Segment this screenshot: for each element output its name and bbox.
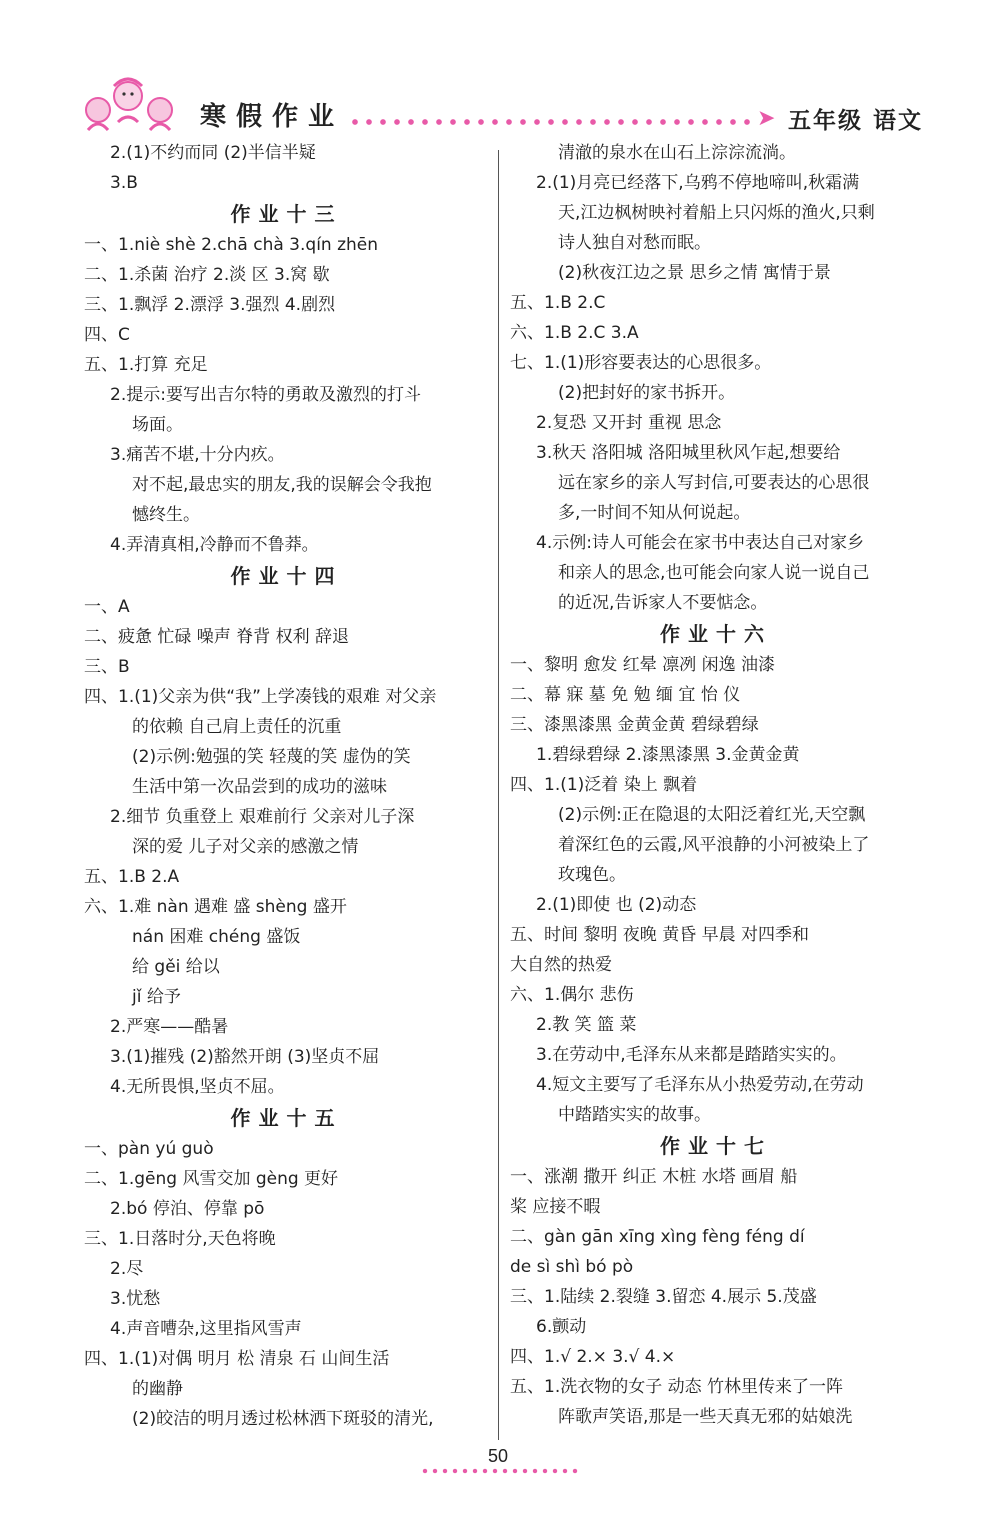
answer-line: 玫瑰色。 xyxy=(558,865,626,885)
right-answer-column xyxy=(510,138,922,1432)
answer-line: nán 困难 chéng 盛饭 xyxy=(132,927,301,947)
answer-line: 一、黎明 愈发 红晕 凛冽 闲逸 油漆 xyxy=(510,655,776,675)
answer-line: 的幽静 xyxy=(132,1379,183,1399)
answer-line: 生活中第一次品尝到的成功的滋味 xyxy=(132,777,387,797)
answer-line: 的近况,告诉家人不要惦念。 xyxy=(558,593,768,613)
answer-line: 2.提示:要写出吉尔特的勇敢及激烈的打斗 xyxy=(110,385,421,405)
answer-line: 一、1.niè shè 2.chā chà 3.qín zhēn xyxy=(84,235,379,255)
section-heading: 作业十三 xyxy=(230,202,343,226)
section-heading: 作业十六 xyxy=(660,622,772,646)
answer-line: 四、1.(1)泛着 染上 飘着 xyxy=(510,775,698,795)
answer-line: 深的爱 儿子对父亲的感激之情 xyxy=(132,837,359,857)
answer-line: 4.弄清真相,冷静而不鲁莽。 xyxy=(110,535,319,555)
answer-line: 对不起,最忠实的朋友,我的误解会令我抱 xyxy=(132,475,432,495)
answer-line: 1.碧绿碧绿 2.漆黑漆黑 3.金黄金黄 xyxy=(536,745,800,765)
answer-line: 着深红色的云霞,风平浪静的小河被染上了 xyxy=(558,835,870,855)
answer-line: 3.在劳动中,毛泽东从来都是踏踏实实的。 xyxy=(536,1045,847,1065)
answer-line: 六、1.偶尔 悲伤 xyxy=(510,985,634,1005)
answer-line: 2.(1)月亮已经落下,乌鸦不停地啼叫,秋霜满 xyxy=(536,173,860,193)
answer-line: 二、1.gēng 风雪交加 gèng 更好 xyxy=(84,1169,339,1189)
answer-line: 2.细节 负重登上 艰难前行 父亲对儿子深 xyxy=(110,807,415,827)
answer-line: 五、1.打算 充足 xyxy=(84,355,208,375)
section-heading: 作业十七 xyxy=(660,1134,772,1158)
answer-line: 二、1.杀菌 治疗 2.淡 区 3.窝 歇 xyxy=(84,265,330,285)
book-title: 寒假作业 xyxy=(200,102,345,132)
answer-line: 大自然的热爱 xyxy=(510,955,612,975)
answer-line: 天,江边枫树映衬着船上只闪烁的渔火,只剩 xyxy=(558,203,875,223)
answer-line: 2.尽 xyxy=(110,1259,144,1279)
answer-line: 四、1.(1)父亲为供“我”上学凑钱的艰难 对父亲 xyxy=(84,687,437,707)
page-header xyxy=(0,0,1000,140)
answer-line: de sì shì bó pò xyxy=(510,1257,634,1277)
answer-line: 2.(1)不约而同 (2)半信半疑 xyxy=(110,143,316,163)
footer-dot-decoration xyxy=(420,1468,580,1474)
answer-line: 诗人独自对愁而眠。 xyxy=(558,233,711,253)
answer-line: (2)示例:正在隐退的太阳泛着红光,天空飘 xyxy=(558,805,866,825)
answer-line: 远在家乡的亲人写封信,可要表达的心思很 xyxy=(558,473,870,493)
answer-line: 2.(1)即使 也 (2)动态 xyxy=(536,895,697,915)
header-dot-rule xyxy=(348,118,753,126)
section-heading: 作业十五 xyxy=(230,1106,343,1130)
answer-line: 2.严寒——酷暑 xyxy=(110,1017,229,1037)
answer-line: 五、1.B 2.A xyxy=(84,867,180,887)
answer-line: 三、1.陆续 2.裂缝 3.留恋 4.展示 5.茂盛 xyxy=(510,1287,817,1307)
answer-line: 3.(1)摧残 (2)豁然开朗 (3)坚贞不屈 xyxy=(110,1047,380,1067)
answer-line: 4.声音嘈杂,这里指风雪声 xyxy=(110,1319,302,1339)
answer-line: 三、1.飘浮 2.漂浮 3.强烈 4.剧烈 xyxy=(84,295,336,315)
answer-line: 二、gàn gān xīng xìng fèng féng dí xyxy=(510,1227,805,1247)
answer-line: (2)把封好的家书拆开。 xyxy=(558,383,736,403)
answer-line: 四、C xyxy=(84,325,130,345)
left-answer-column xyxy=(84,138,489,1434)
answer-line: 给 gěi 给以 xyxy=(132,957,220,977)
grade-subject: 五年级 语文 xyxy=(788,107,924,134)
answer-line: 4.短文主要写了毛泽东从小热爱劳动,在劳动 xyxy=(536,1075,864,1095)
answer-line: 三、1.日落时分,天色将晚 xyxy=(84,1229,276,1249)
answer-line: 五、1.洗衣物的女子 动态 竹林里传来了一阵 xyxy=(510,1377,844,1397)
answer-line: 清澈的泉水在山石上淙淙流淌。 xyxy=(558,143,796,163)
answer-line: 2.复恐 又开封 重视 思念 xyxy=(536,413,722,433)
answer-line: 一、涨潮 撒开 纠正 木桩 水塔 画眉 船 xyxy=(510,1167,798,1187)
answer-line: 三、B xyxy=(84,657,130,677)
answer-line: 阵歌声笑语,那是一些天真无邪的姑娘洗 xyxy=(558,1407,853,1427)
answer-line: 6.颤动 xyxy=(536,1317,587,1337)
answer-line: 一、A xyxy=(84,597,130,617)
answer-line: 的依赖 自己肩上责任的沉重 xyxy=(132,717,342,737)
answer-line: 三、漆黑漆黑 金黄金黄 碧绿碧绿 xyxy=(510,715,759,735)
column-divider xyxy=(498,150,499,1440)
answer-line: 七、1.(1)形容要表达的心思很多。 xyxy=(510,353,772,373)
answer-line: (2)秋夜江边之景 思乡之情 寓情于景 xyxy=(558,263,831,283)
cartoon-kids-logo-icon xyxy=(78,72,188,138)
arrow-right-icon: ➤ xyxy=(757,106,776,131)
section-heading: 作业十四 xyxy=(230,564,343,588)
answer-line: 四、1.√ 2.× 3.√ 4.× xyxy=(510,1347,676,1367)
answer-line: 场面。 xyxy=(132,415,183,435)
answer-line: 桨 应接不暇 xyxy=(510,1197,601,1217)
answer-line: 中踏踏实实的故事。 xyxy=(558,1105,711,1125)
answer-line: 2.教 笑 篮 菜 xyxy=(536,1015,637,1035)
answer-line: (2)皎洁的明月透过松林洒下斑驳的清光, xyxy=(132,1409,434,1429)
answer-line: 4.示例:诗人可能会在家书中表达自己对家乡 xyxy=(536,533,864,553)
answer-line: 六、1.难 nàn 遇难 盛 shèng 盛开 xyxy=(84,897,347,917)
page-number: 50 xyxy=(488,1446,509,1466)
answer-line: jǐ 给予 xyxy=(132,987,181,1007)
answer-line: 3.秋天 洛阳城 洛阳城里秋风乍起,想要给 xyxy=(536,443,841,463)
answer-line: 3.痛苦不堪,十分内疚。 xyxy=(110,445,285,465)
answer-line: 和亲人的思念,也可能会向家人说一说自己 xyxy=(558,563,870,583)
answer-line: 2.bó 停泊、停靠 pō xyxy=(110,1199,265,1219)
answer-line: 二、疲惫 忙碌 噪声 脊背 权利 辞退 xyxy=(84,627,350,647)
answer-line: 二、幕 寐 墓 免 勉 缅 宜 怡 仪 xyxy=(510,685,741,705)
answer-line: 六、1.B 2.C 3.A xyxy=(510,323,639,343)
answer-line: 3.忧愁 xyxy=(110,1289,161,1309)
answer-line: 憾终生。 xyxy=(132,505,200,525)
answer-line: 四、1.(1)对偶 明月 松 清泉 石 山间生活 xyxy=(84,1349,390,1369)
answer-line: 五、1.B 2.C xyxy=(510,293,606,313)
answer-line: 一、pàn yú guò xyxy=(84,1139,214,1159)
answer-line: 五、时间 黎明 夜晚 黄昏 早晨 对四季和 xyxy=(510,925,810,945)
answer-line: 3.B xyxy=(110,173,138,193)
answer-line: 多,一时间不知从何说起。 xyxy=(558,503,751,523)
answer-line: 4.无所畏惧,坚贞不屈。 xyxy=(110,1077,285,1097)
answer-line: (2)示例:勉强的笑 轻蔑的笑 虚伪的笑 xyxy=(132,747,411,767)
